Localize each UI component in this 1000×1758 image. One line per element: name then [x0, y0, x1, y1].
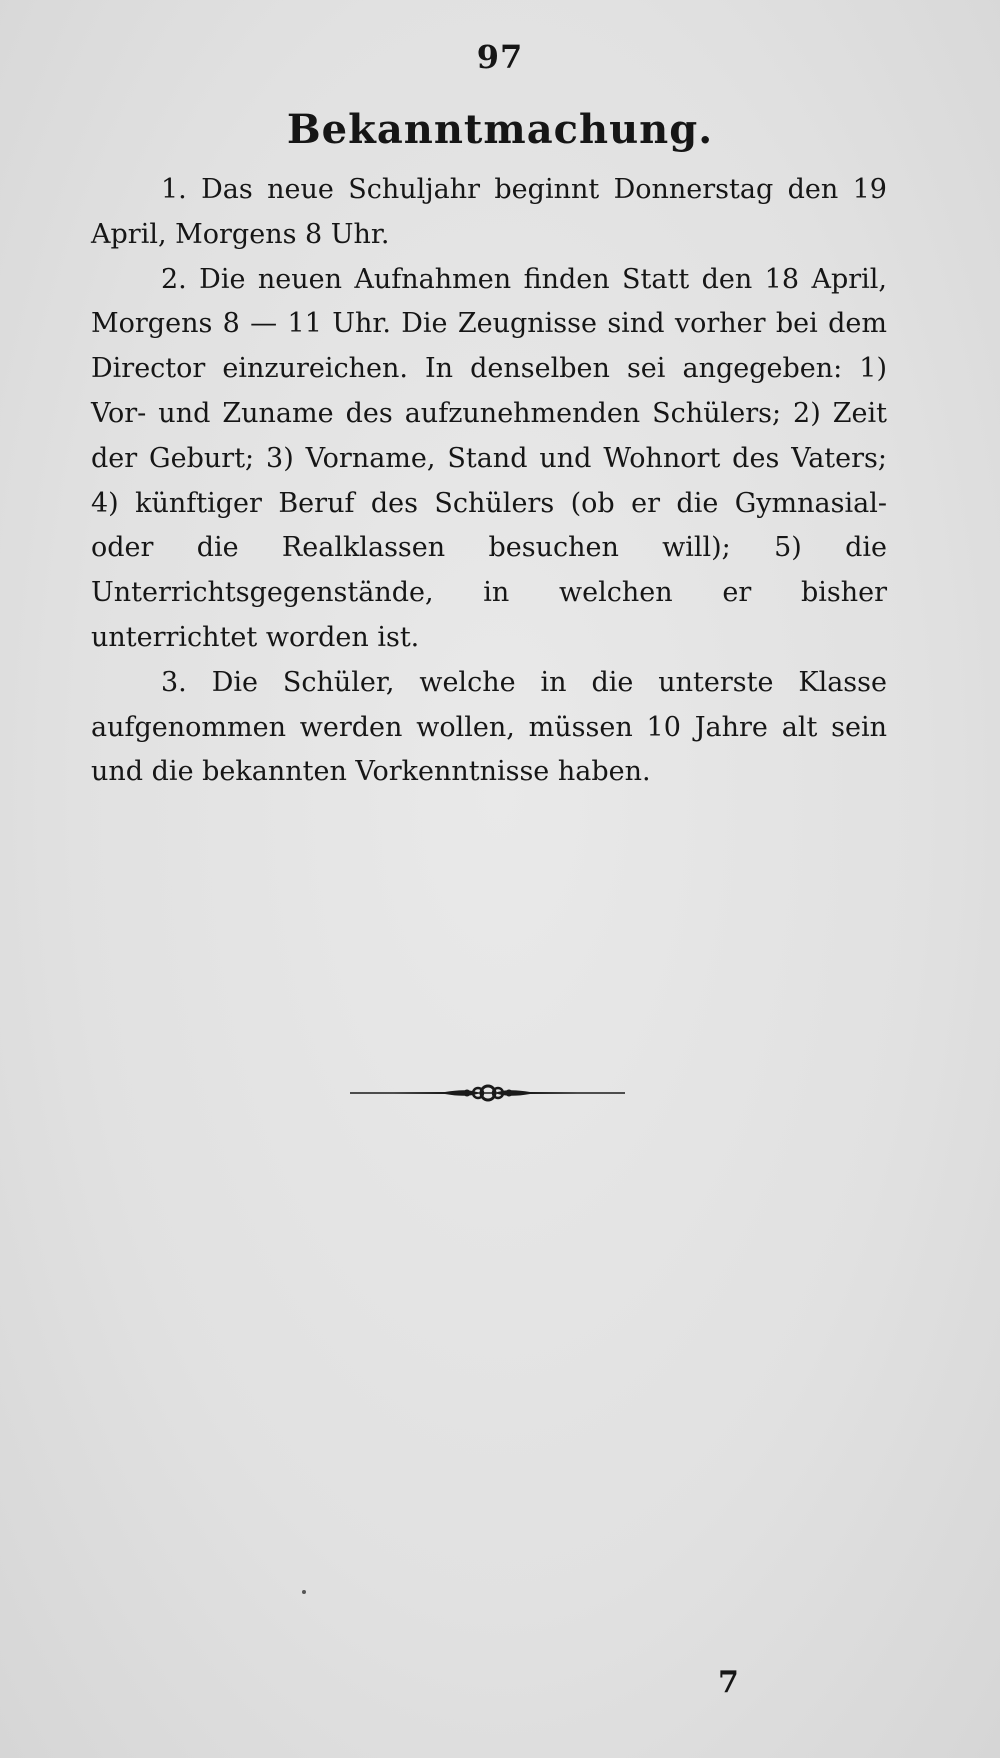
- ink-speck: [302, 1590, 306, 1594]
- signature-mark: 7: [718, 1665, 739, 1700]
- page-number: 97: [476, 38, 524, 76]
- announcement-body: [91, 168, 887, 795]
- paragraph-3: 3. Die Schüler, welche in die unterste Klasse aufgenommen werden wollen, müssen 10 Jahre alt sein und die bekannten Vorkenntnisse haben.: [91, 666, 887, 788]
- paragraph-2: 2. Die neuen Aufnahmen finden Statt den 18 April, Morgens 8 — 11 Uhr. Die Zeugnisse sind vorher bei dem Director einzureichen. In denselben sei angegeben: 1) Vor- und Zuname des aufzunehmenden Schülers; 2) Zeit der Geburt; 3) Vorname, Stand und Wohnort des Vaters; 4) künftiger Beruf des Schülers (ob er die Gymnasial- oder die Realklassen besuchen will); 5) die Unterrichtsgegenstände, in welchen er bisher unterrichtet worden ist.: [91, 263, 887, 653]
- page-title: Bekanntmachung.: [286, 106, 714, 153]
- paragraph-1: 1. Das neue Schuljahr beginnt Donnerstag den 19 April, Morgens 8 Uhr.: [91, 174, 887, 250]
- ornamental-divider: [350, 1080, 625, 1106]
